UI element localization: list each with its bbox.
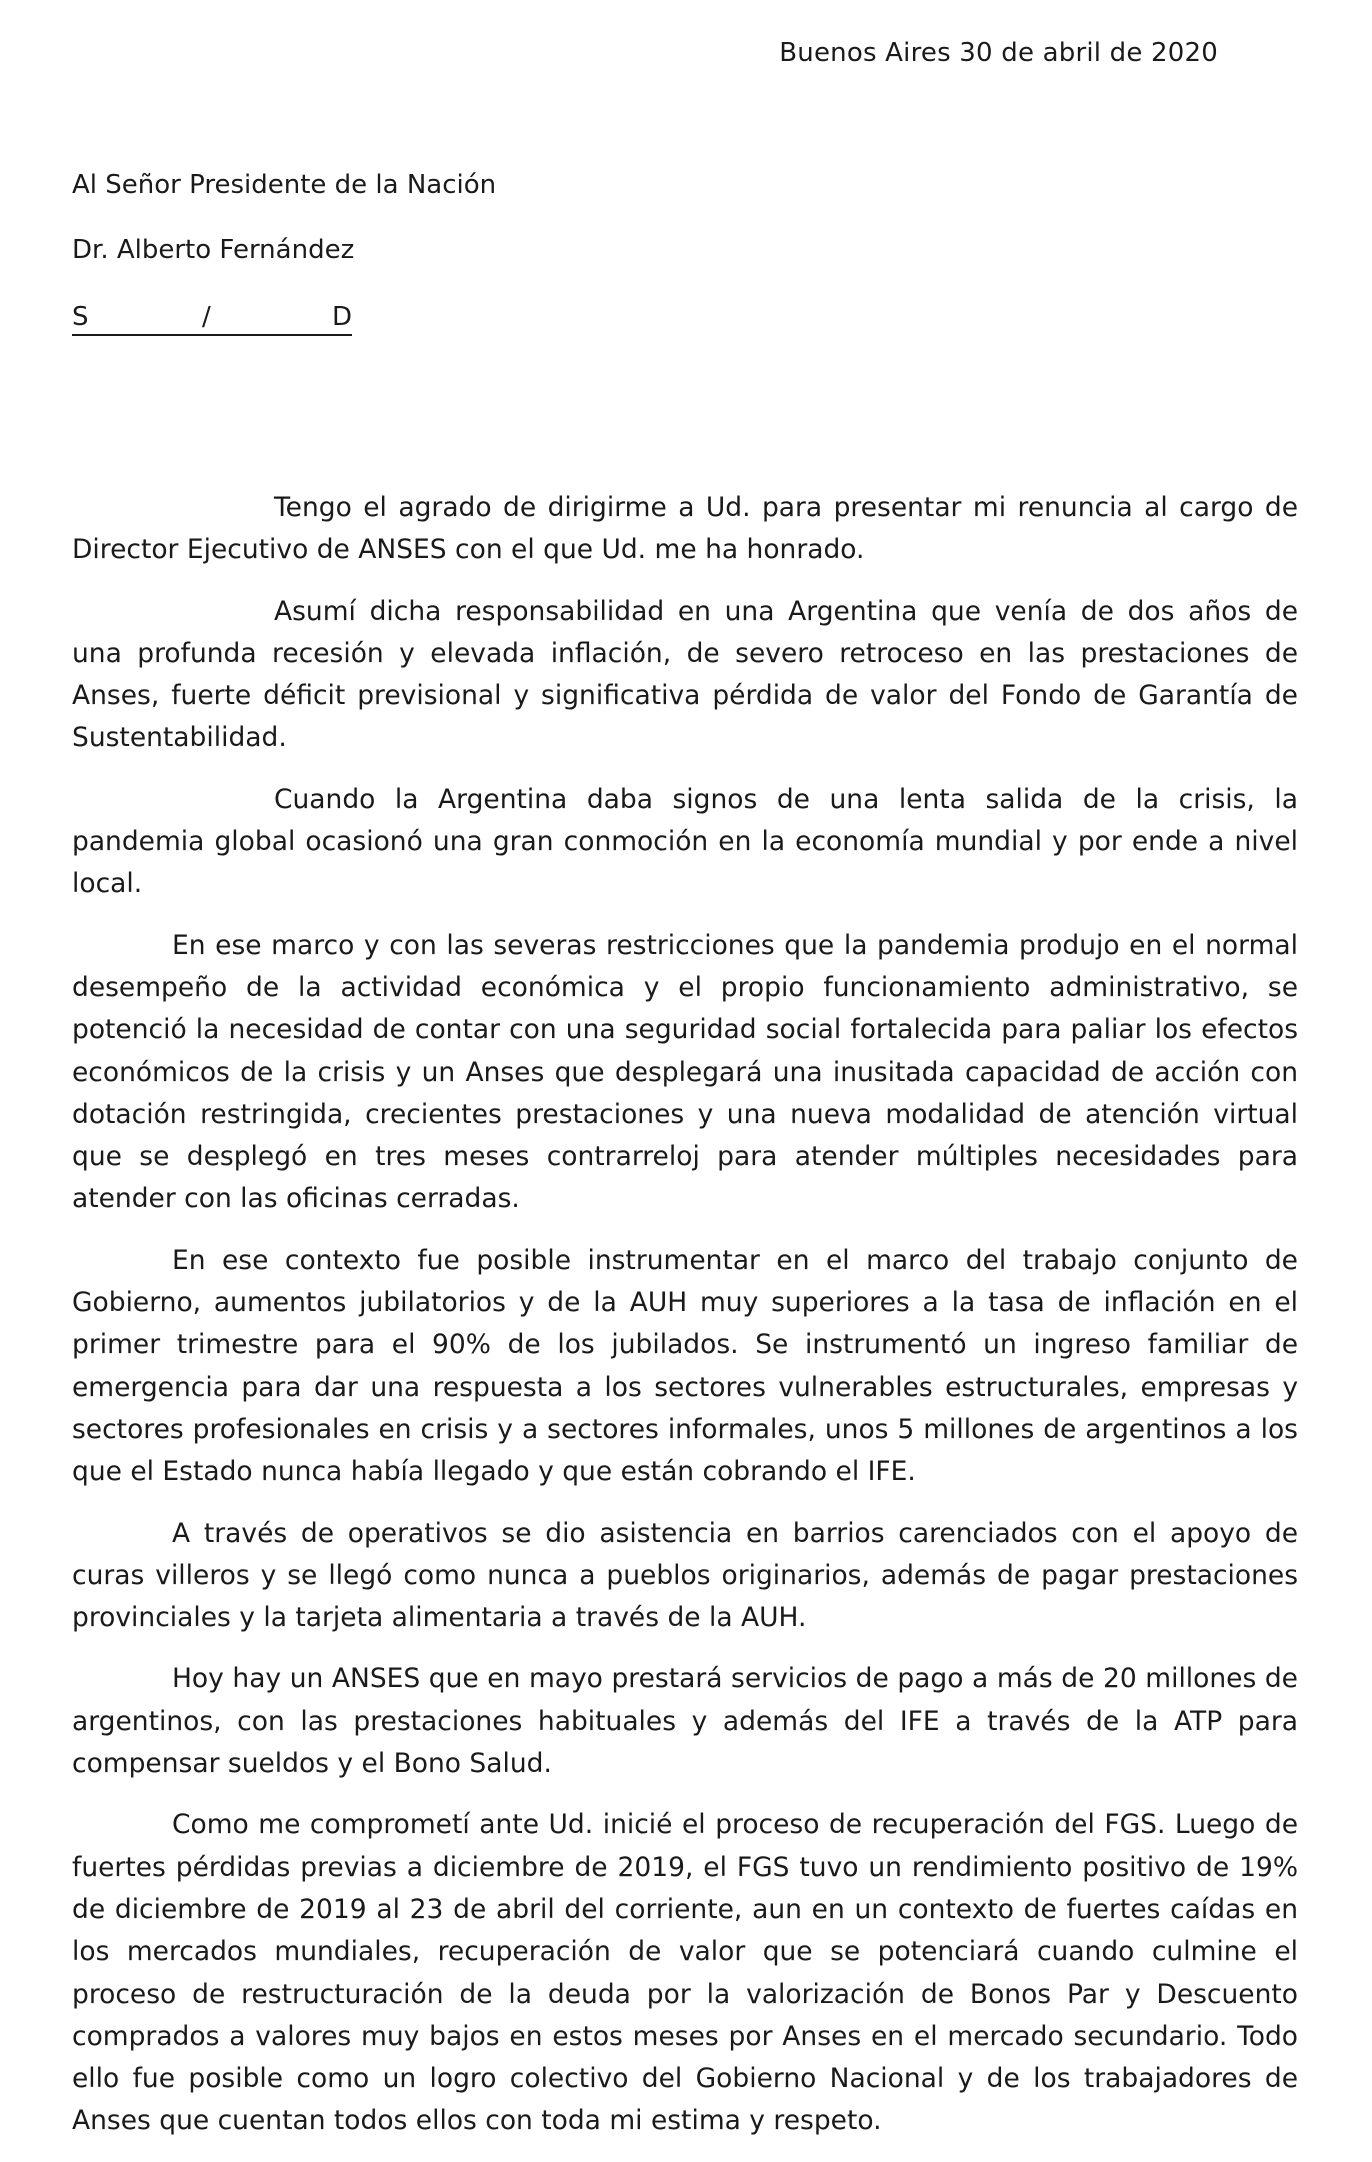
sd-d: D xyxy=(331,302,352,332)
paragraph-measures: En ese contexto fue posible instrumentar en el marco del trabajo conjunto de Gobierno, aumentos jubilatorios y de la AUH muy superiores a la tasa de inflación en el primer trimestre para el 90% de los jubilados. Se instrumentó un ingreso familiar de emergencia para dar una respuesta a los sectores vulnerables estructurales, empresas y sectores profesionales en crisis y a sectores informales, unos 5 millones de argentinos a los que el Estado nunca había llegado y que están cobrando el IFE. xyxy=(72,1244,1298,1488)
letter-body xyxy=(72,487,1298,2162)
paragraph-pandemic: Cuando la Argentina daba signos de una lenta salida de la crisis, la pandemia global ocasionó una gran conmoción en la economía mundial y por ende a nivel local. xyxy=(72,783,1298,900)
recipient-title: Al Señor Presidente de la Nación xyxy=(72,170,497,200)
sd-slash: / xyxy=(202,302,211,332)
paragraph-operatives: A través de operativos se dio asistencia en barrios carenciados con el apoyo de curas villeros y se llegó como nunca a pueblos originarios, además de pagar prestaciones provinciales y la tarjeta alimentaria a través de la AUH. xyxy=(72,1517,1298,1634)
paragraph-resignation: Tengo el agrado de dirigirme a Ud. para presentar mi renuncia al cargo de Director Ejecutivo de ANSES con el que Ud. me ha honrado. xyxy=(72,492,1298,566)
paragraph-context: Asumí dicha responsabilidad en una Argentina que venía de dos años de una profunda recesión y elevada inflación, de severo retroceso en las prestaciones de Anses, fuerte déficit previsional y significativa pérdida de valor del Fondo de Garantía de Sustentabilidad. xyxy=(72,595,1298,754)
paragraph-services: Hoy hay un ANSES que en mayo prestará servicios de pago a más de 20 millones de argentinos, con las prestaciones habituales y además del IFE a través de la ATP para compensar sueldos y el Bono Salud. xyxy=(72,1663,1298,1780)
letter-date: Buenos Aires 30 de abril de 2020 xyxy=(779,38,1218,68)
recipient-name: Dr. Alberto Fernández xyxy=(72,235,355,265)
paragraph-fgs: Como me comprometí ante Ud. inicié el proceso de recuperación del FGS. Luego de fuertes pérdidas previas a diciembre de 2019, el FGS tuvo un rendimiento positivo de 19% de diciembre de 2019 al 23 de abril del corriente, aun en un contexto de fuertes caídas en los mercados mundiales, recuperación de valor que se potenciará cuando culmine el proceso de restructuración de la deuda por la valorización de Bonos Par y Descuento comprados a valores muy bajos en estos meses por Anses en el mercado secundario. Todo ello fue posible como un logro colectivo del Gobierno Nacional y de los trabajadores de Anses que cuentan todos ellos con toda mi estima y respeto. xyxy=(72,1809,1298,2137)
sd-s: S xyxy=(72,302,89,332)
paragraph-restrictions: En ese marco y con las severas restricciones que la pandemia produjo en el normal desempeño de la actividad económica y el propio funcionamiento administrativo, se potenció la necesidad de contar con una seguridad social fortalecida para paliar los efectos económicos de la crisis y un Anses que desplegará una inusitada capacidad de acción con dotación restringida, crecientes prestaciones y una nueva modalidad de atención virtual que se desplegó en tres meses contrarreloj para atender múltiples necesidades para atender con las oficinas cerradas. xyxy=(72,929,1298,1215)
su-despacho-line xyxy=(72,300,352,336)
